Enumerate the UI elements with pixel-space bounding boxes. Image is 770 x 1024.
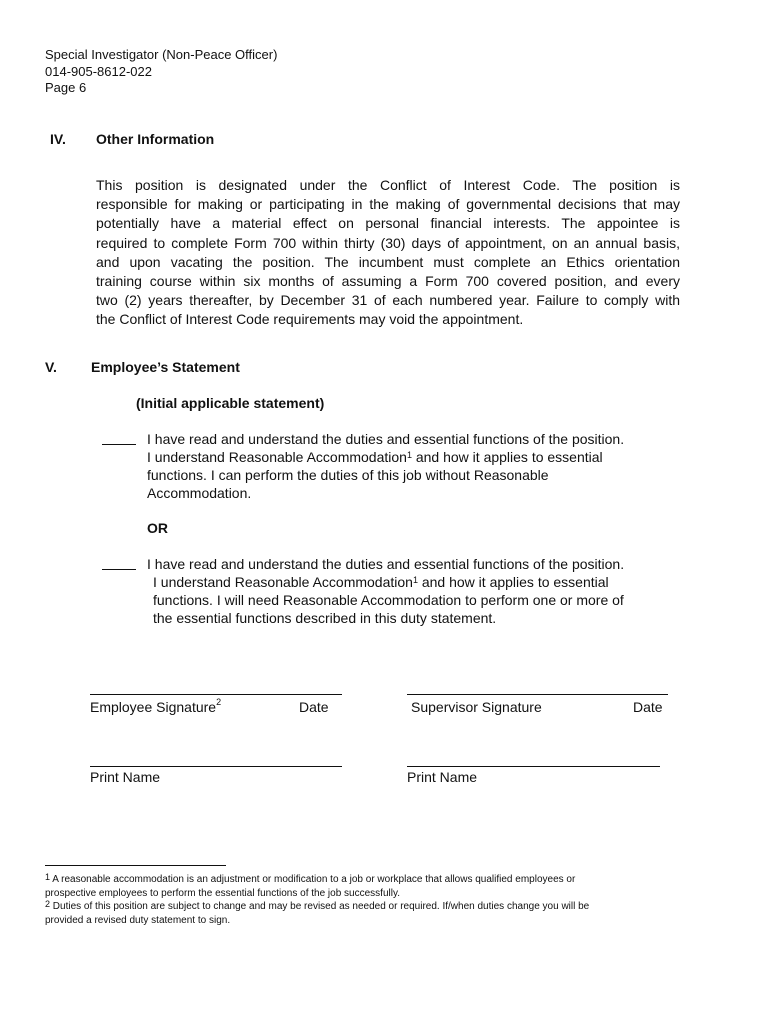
- initial-blank-option-1[interactable]: [102, 444, 136, 445]
- header-number: 014-905-8612-022: [45, 64, 152, 79]
- section-iv-paragraph: [96, 176, 680, 330]
- footnote-ref: 2: [216, 697, 222, 707]
- paragraph-line: training course within six months of assuming a Form 700 covered position, and every: [96, 272, 680, 289]
- paragraph-line: responsible for making or participating in the making of governmental decisions that may: [96, 196, 680, 213]
- footnote-line: [45, 900, 695, 914]
- initial-blank-option-2[interactable]: [102, 569, 136, 570]
- footnote-1: [45, 873, 695, 900]
- paragraph-line: This position is designated under the Conflict of Interest Code. The position is: [96, 177, 680, 193]
- section-v-title: Employee’s Statement: [91, 359, 240, 375]
- statement-line: [147, 573, 624, 591]
- footnote-marker: 2: [45, 899, 51, 909]
- statement-line: functions. I can perform the duties of this job without Reasonable: [147, 467, 549, 483]
- employee-print-name-label: Print Name: [90, 769, 161, 785]
- section-iv-title: Other Information: [96, 131, 215, 147]
- supervisor-date-label: Date: [633, 699, 663, 715]
- supervisor-signature-line[interactable]: [407, 694, 668, 695]
- statement-option-2: [147, 555, 624, 627]
- footnote-ref: 1: [406, 450, 412, 460]
- statement-option-1: [147, 430, 624, 502]
- footnote-divider: [45, 865, 226, 866]
- section-iv-number: IV.: [50, 131, 66, 147]
- paragraph-line: required to complete Form 700 within thirty (30) days of appointment, on an annual basis,: [96, 234, 680, 251]
- paragraph-line: two (2) years thereafter, by December 31 of each numbered year. Failure to comply with: [96, 292, 680, 309]
- header-page: Page 6: [45, 80, 87, 95]
- statement-line: [147, 448, 624, 466]
- employee-signature-line[interactable]: [90, 694, 342, 695]
- supervisor-print-name-label: Print Name: [407, 769, 478, 785]
- footnote-line: [45, 873, 695, 887]
- statement-text: I understand Reasonable Accommodation: [153, 574, 413, 590]
- employee-date-label: Date: [299, 699, 329, 715]
- footnote-text: A reasonable accommodation is an adjustment or modification to a job or workplace that allows qualified employees or: [50, 874, 576, 885]
- section-v-number: V.: [45, 359, 57, 375]
- statement-text: I understand Reasonable Accommodation: [147, 449, 407, 465]
- statement-text: and how it applies to essential: [417, 574, 609, 590]
- or-label: OR: [147, 520, 168, 536]
- supervisor-signature-label: Supervisor Signature: [411, 699, 542, 715]
- footnote-line: provided a revised duty statement to sign.: [45, 914, 231, 926]
- initial-instruction: (Initial applicable statement): [136, 395, 325, 411]
- footnote-marker: 1: [45, 872, 51, 882]
- employee-signature-label: [90, 699, 221, 715]
- footnote-2: [45, 900, 695, 927]
- supervisor-print-name-line[interactable]: [407, 766, 660, 767]
- paragraph-line: and upon vacating the position. The incumbent must complete an Ethics orientation: [96, 253, 680, 270]
- statement-line: functions. I will need Reasonable Accommodation to perform one or more of: [153, 592, 624, 608]
- footnote-text: Duties of this position are subject to change and may be revised as needed or required. If/when duties change you will be: [50, 901, 590, 912]
- employee-print-name-line[interactable]: [90, 766, 342, 767]
- statement-line: Accommodation.: [147, 485, 252, 501]
- paragraph-line: the Conflict of Interest Code requirements may void the appointment.: [96, 311, 524, 328]
- paragraph-line: potentially have a material effect on personal financial interests. The appointee is: [96, 215, 680, 232]
- statement-line: I have read and understand the duties and essential functions of the position.: [147, 556, 625, 572]
- footnote-ref: 1: [412, 575, 418, 585]
- statement-text: and how it applies to essential: [411, 449, 603, 465]
- header-title: Special Investigator (Non-Peace Officer): [45, 47, 278, 62]
- employee-signature-text: Employee Signature: [90, 699, 217, 715]
- statement-line: I have read and understand the duties and essential functions of the position.: [147, 431, 625, 447]
- footnote-line: prospective employees to perform the essential functions of the job successfully.: [45, 887, 400, 899]
- statement-line: the essential functions described in this duty statement.: [153, 610, 497, 626]
